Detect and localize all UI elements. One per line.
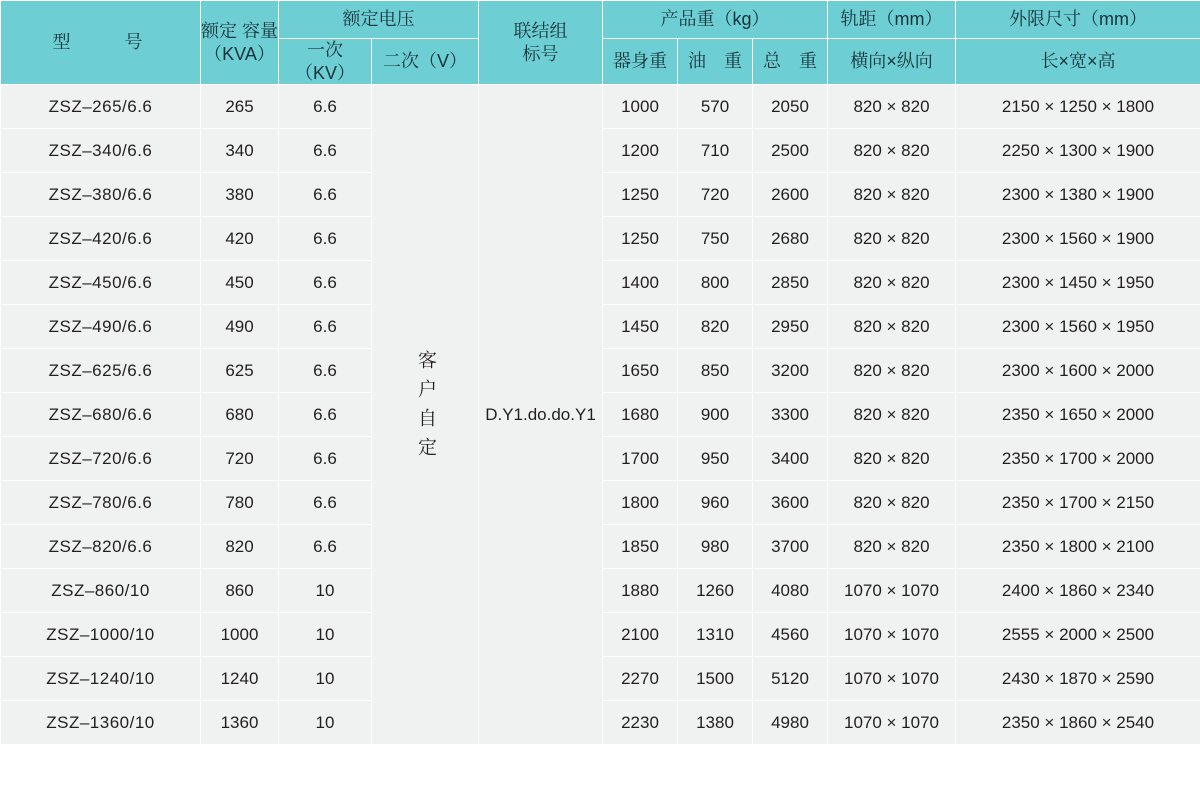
cell-primary: 10 xyxy=(279,701,372,745)
cell-outline: 2300 × 1560 × 1950 xyxy=(956,305,1200,349)
cell-oil-weight: 1260 xyxy=(678,569,753,613)
cell-body-weight: 1250 xyxy=(603,173,678,217)
cell-total-weight: 4560 xyxy=(753,613,828,657)
cell-gauge: 820 × 820 xyxy=(828,217,956,261)
cell-total-weight: 4080 xyxy=(753,569,828,613)
cell-model: ZSZ–1000/10 xyxy=(1,613,201,657)
cell-secondary-voltage-merged: 客户自定 xyxy=(372,85,479,745)
cell-capacity: 860 xyxy=(201,569,279,613)
table-header-row-1 xyxy=(1,1,1200,39)
cell-model: ZSZ–780/6.6 xyxy=(1,481,201,525)
cell-outline: 2350 × 1800 × 2100 xyxy=(956,525,1200,569)
cell-outline: 2350 × 1700 × 2000 xyxy=(956,437,1200,481)
cell-oil-weight: 960 xyxy=(678,481,753,525)
cell-body-weight: 1000 xyxy=(603,85,678,129)
cell-model: ZSZ–490/6.6 xyxy=(1,305,201,349)
cell-primary: 6.6 xyxy=(279,393,372,437)
cell-capacity: 265 xyxy=(201,85,279,129)
cell-body-weight: 2100 xyxy=(603,613,678,657)
header-outline-sub: 长×宽×高 xyxy=(956,39,1200,85)
cell-gauge: 820 × 820 xyxy=(828,393,956,437)
cell-model: ZSZ–625/6.6 xyxy=(1,349,201,393)
cell-outline: 2300 × 1450 × 1950 xyxy=(956,261,1200,305)
cell-oil-weight: 710 xyxy=(678,129,753,173)
cell-primary: 6.6 xyxy=(279,305,372,349)
cell-oil-weight: 950 xyxy=(678,437,753,481)
cell-outline: 2350 × 1650 × 2000 xyxy=(956,393,1200,437)
cell-oil-weight: 800 xyxy=(678,261,753,305)
cell-total-weight: 2600 xyxy=(753,173,828,217)
cell-model: ZSZ–720/6.6 xyxy=(1,437,201,481)
cell-model: ZSZ–1240/10 xyxy=(1,657,201,701)
cell-outline: 2430 × 1870 × 2590 xyxy=(956,657,1200,701)
cell-gauge: 1070 × 1070 xyxy=(828,701,956,745)
cell-oil-weight: 820 xyxy=(678,305,753,349)
cell-gauge: 1070 × 1070 xyxy=(828,613,956,657)
cell-outline: 2300 × 1560 × 1900 xyxy=(956,217,1200,261)
cell-connection-group-merged: D.Y1.do.do.Y1 xyxy=(479,85,603,745)
cell-capacity: 680 xyxy=(201,393,279,437)
cell-body-weight: 1850 xyxy=(603,525,678,569)
cell-outline: 2555 × 2000 × 2500 xyxy=(956,613,1200,657)
cell-body-weight: 1650 xyxy=(603,349,678,393)
cell-capacity: 820 xyxy=(201,525,279,569)
cell-body-weight: 1700 xyxy=(603,437,678,481)
cell-body-weight: 2270 xyxy=(603,657,678,701)
header-primary-voltage: 一次 （KV） xyxy=(279,39,372,85)
cell-capacity: 780 xyxy=(201,481,279,525)
header-gauge-sub: 横向×纵向 xyxy=(828,39,956,85)
table-row xyxy=(1,85,1200,129)
cell-body-weight: 1200 xyxy=(603,129,678,173)
cell-gauge: 820 × 820 xyxy=(828,437,956,481)
cell-capacity: 1240 xyxy=(201,657,279,701)
cell-outline: 2300 × 1380 × 1900 xyxy=(956,173,1200,217)
cell-model: ZSZ–420/6.6 xyxy=(1,217,201,261)
cell-model: ZSZ–1360/10 xyxy=(1,701,201,745)
cell-total-weight: 2850 xyxy=(753,261,828,305)
cell-body-weight: 2230 xyxy=(603,701,678,745)
cell-primary: 6.6 xyxy=(279,261,372,305)
cell-body-weight: 1680 xyxy=(603,393,678,437)
cell-oil-weight: 750 xyxy=(678,217,753,261)
cell-gauge: 820 × 820 xyxy=(828,129,956,173)
cell-outline: 2250 × 1300 × 1900 xyxy=(956,129,1200,173)
cell-capacity: 420 xyxy=(201,217,279,261)
cell-body-weight: 1250 xyxy=(603,217,678,261)
cell-total-weight: 2050 xyxy=(753,85,828,129)
cell-capacity: 450 xyxy=(201,261,279,305)
cell-oil-weight: 850 xyxy=(678,349,753,393)
cell-capacity: 1000 xyxy=(201,613,279,657)
cell-primary: 10 xyxy=(279,613,372,657)
header-rated-capacity: 额定 容量 （KVA） xyxy=(201,1,279,85)
header-connection-group: 联结组 标号 xyxy=(479,1,603,85)
cell-gauge: 820 × 820 xyxy=(828,481,956,525)
cell-body-weight: 1450 xyxy=(603,305,678,349)
cell-capacity: 380 xyxy=(201,173,279,217)
cell-total-weight: 2500 xyxy=(753,129,828,173)
cell-oil-weight: 720 xyxy=(678,173,753,217)
cell-primary: 6.6 xyxy=(279,85,372,129)
cell-oil-weight: 1310 xyxy=(678,613,753,657)
header-outline-size: 外限尺寸（mm） xyxy=(956,1,1200,39)
cell-model: ZSZ–450/6.6 xyxy=(1,261,201,305)
cell-oil-weight: 570 xyxy=(678,85,753,129)
cell-primary: 6.6 xyxy=(279,481,372,525)
cell-total-weight: 3700 xyxy=(753,525,828,569)
header-product-weight: 产品重（kg） xyxy=(603,1,828,39)
cell-capacity: 340 xyxy=(201,129,279,173)
cell-total-weight: 3200 xyxy=(753,349,828,393)
cell-oil-weight: 1380 xyxy=(678,701,753,745)
cell-total-weight: 3600 xyxy=(753,481,828,525)
cell-total-weight: 5120 xyxy=(753,657,828,701)
cell-model: ZSZ–680/6.6 xyxy=(1,393,201,437)
cell-oil-weight: 980 xyxy=(678,525,753,569)
cell-model: ZSZ–340/6.6 xyxy=(1,129,201,173)
cell-model: ZSZ–265/6.6 xyxy=(1,85,201,129)
header-secondary-voltage: 二次（V） xyxy=(372,39,479,85)
cell-model: ZSZ–820/6.6 xyxy=(1,525,201,569)
cell-total-weight: 3400 xyxy=(753,437,828,481)
cell-body-weight: 1800 xyxy=(603,481,678,525)
cell-outline: 2400 × 1860 × 2340 xyxy=(956,569,1200,613)
cell-capacity: 490 xyxy=(201,305,279,349)
cell-outline: 2150 × 1250 × 1800 xyxy=(956,85,1200,129)
cell-gauge: 820 × 820 xyxy=(828,173,956,217)
table-body xyxy=(1,85,1200,745)
cell-primary: 6.6 xyxy=(279,217,372,261)
cell-gauge: 820 × 820 xyxy=(828,305,956,349)
cell-total-weight: 3300 xyxy=(753,393,828,437)
cell-model: ZSZ–860/10 xyxy=(1,569,201,613)
cell-gauge: 820 × 820 xyxy=(828,85,956,129)
cell-model: ZSZ–380/6.6 xyxy=(1,173,201,217)
cell-primary: 6.6 xyxy=(279,129,372,173)
header-oil-weight: 油 重 xyxy=(678,39,753,85)
cell-outline: 2350 × 1700 × 2150 xyxy=(956,481,1200,525)
cell-gauge: 820 × 820 xyxy=(828,525,956,569)
cell-total-weight: 2950 xyxy=(753,305,828,349)
cell-primary: 6.6 xyxy=(279,173,372,217)
cell-primary: 6.6 xyxy=(279,525,372,569)
cell-total-weight: 2680 xyxy=(753,217,828,261)
cell-gauge: 1070 × 1070 xyxy=(828,657,956,701)
cell-oil-weight: 1500 xyxy=(678,657,753,701)
cell-body-weight: 1880 xyxy=(603,569,678,613)
cell-body-weight: 1400 xyxy=(603,261,678,305)
cell-oil-weight: 900 xyxy=(678,393,753,437)
cell-primary: 10 xyxy=(279,569,372,613)
cell-gauge: 820 × 820 xyxy=(828,261,956,305)
cell-gauge: 820 × 820 xyxy=(828,349,956,393)
cell-capacity: 1360 xyxy=(201,701,279,745)
header-gauge: 轨距（mm） xyxy=(828,1,956,39)
cell-total-weight: 4980 xyxy=(753,701,828,745)
header-rated-voltage: 额定电压 xyxy=(279,1,479,39)
cell-outline: 2350 × 1860 × 2540 xyxy=(956,701,1200,745)
cell-capacity: 625 xyxy=(201,349,279,393)
cell-outline: 2300 × 1600 × 2000 xyxy=(956,349,1200,393)
cell-primary: 6.6 xyxy=(279,437,372,481)
header-body-weight: 器身重 xyxy=(603,39,678,85)
header-model: 型 号 xyxy=(1,1,201,85)
cell-primary: 10 xyxy=(279,657,372,701)
cell-primary: 6.6 xyxy=(279,349,372,393)
header-total-weight: 总 重 xyxy=(753,39,828,85)
cell-gauge: 1070 × 1070 xyxy=(828,569,956,613)
cell-capacity: 720 xyxy=(201,437,279,481)
